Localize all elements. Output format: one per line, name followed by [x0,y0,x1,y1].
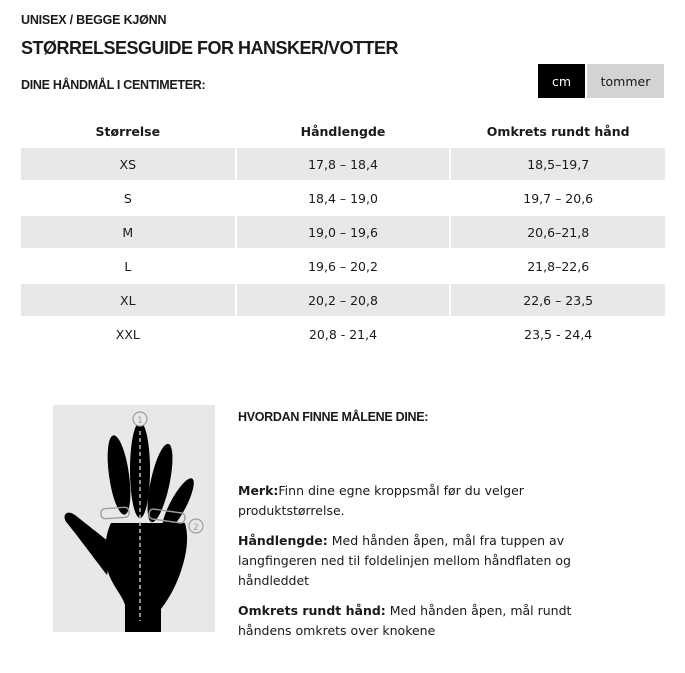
note-label: Merk: [238,483,279,498]
size-cell: M [21,216,235,248]
circumference-cell: 20,6–21,8 [451,216,665,248]
table-row [21,250,665,282]
category-label: UNISEX / BEGGE KJØNN [21,13,167,27]
size-cell: S [123,190,132,206]
size-cell: XXL [115,326,140,342]
size-cell: XL [21,284,235,316]
circumference-paragraph [238,601,628,641]
note-paragraph [238,481,628,521]
circumference-cell: 23,5 - 24,4 [524,326,593,342]
size-table [19,114,667,352]
circumference-cell: 22,6 – 23,5 [451,284,665,316]
table-row [21,216,665,248]
length-cell: 19,6 – 20,2 [308,258,378,274]
instructions-title: HVORDAN FINNE MÅLENE DINE: [238,410,429,424]
size-cell: XS [21,148,235,180]
circumference-cell: 21,8–22,6 [527,258,590,274]
header-hand-length: Håndlengde [300,123,386,139]
marker-1-label: 1 [137,416,143,426]
length-cell: 20,2 – 20,8 [237,284,450,316]
circumference-cell: 18,5–19,7 [451,148,665,180]
table-row [21,148,665,180]
table-header-row [21,116,665,146]
table-row [21,284,665,316]
length-cell: 20,8 - 21,4 [308,326,378,342]
table-row [21,182,665,214]
length-cell: 17,8 – 18,4 [237,148,450,180]
unit-cm-button[interactable]: cm [538,64,585,98]
header-size: Størrelse [95,123,161,139]
page-title: STØRRELSESGUIDE FOR HANSKER/VOTTER [21,38,399,58]
length-cell: 18,4 – 19,0 [308,190,378,206]
circumference-text: Med hånden åpen, mål rundt håndens omkrets over knokene [238,603,572,638]
marker-2-label: 2 [193,523,199,533]
circumference-cell: 19,7 – 20,6 [523,190,594,206]
length-cell: 19,0 – 19,6 [237,216,450,248]
length-label: Håndlengde: [238,533,328,548]
measurements-subtitle: DINE HÅNDMÅL I CENTIMETER: [21,78,206,92]
length-paragraph [238,531,628,591]
length-text: Med hånden åpen, mål fra tuppen av langfingeren ned til foldelinjen mellom håndflaten og håndleddet [238,533,571,588]
hand-measure-icon [53,405,215,632]
unit-toggle [538,64,664,98]
size-cell: L [124,258,132,274]
hand-illustration [53,405,215,632]
unit-inch-button[interactable]: tommer [587,64,664,98]
circumference-label: Omkrets rundt hånd: [238,603,386,618]
measure-instructions [238,407,628,651]
header-hand-circumference: Omkrets rundt hånd [486,123,630,139]
note-text: Finn dine egne kroppsmål før du velger produktstørrelse. [238,483,524,518]
table-row [21,318,665,350]
